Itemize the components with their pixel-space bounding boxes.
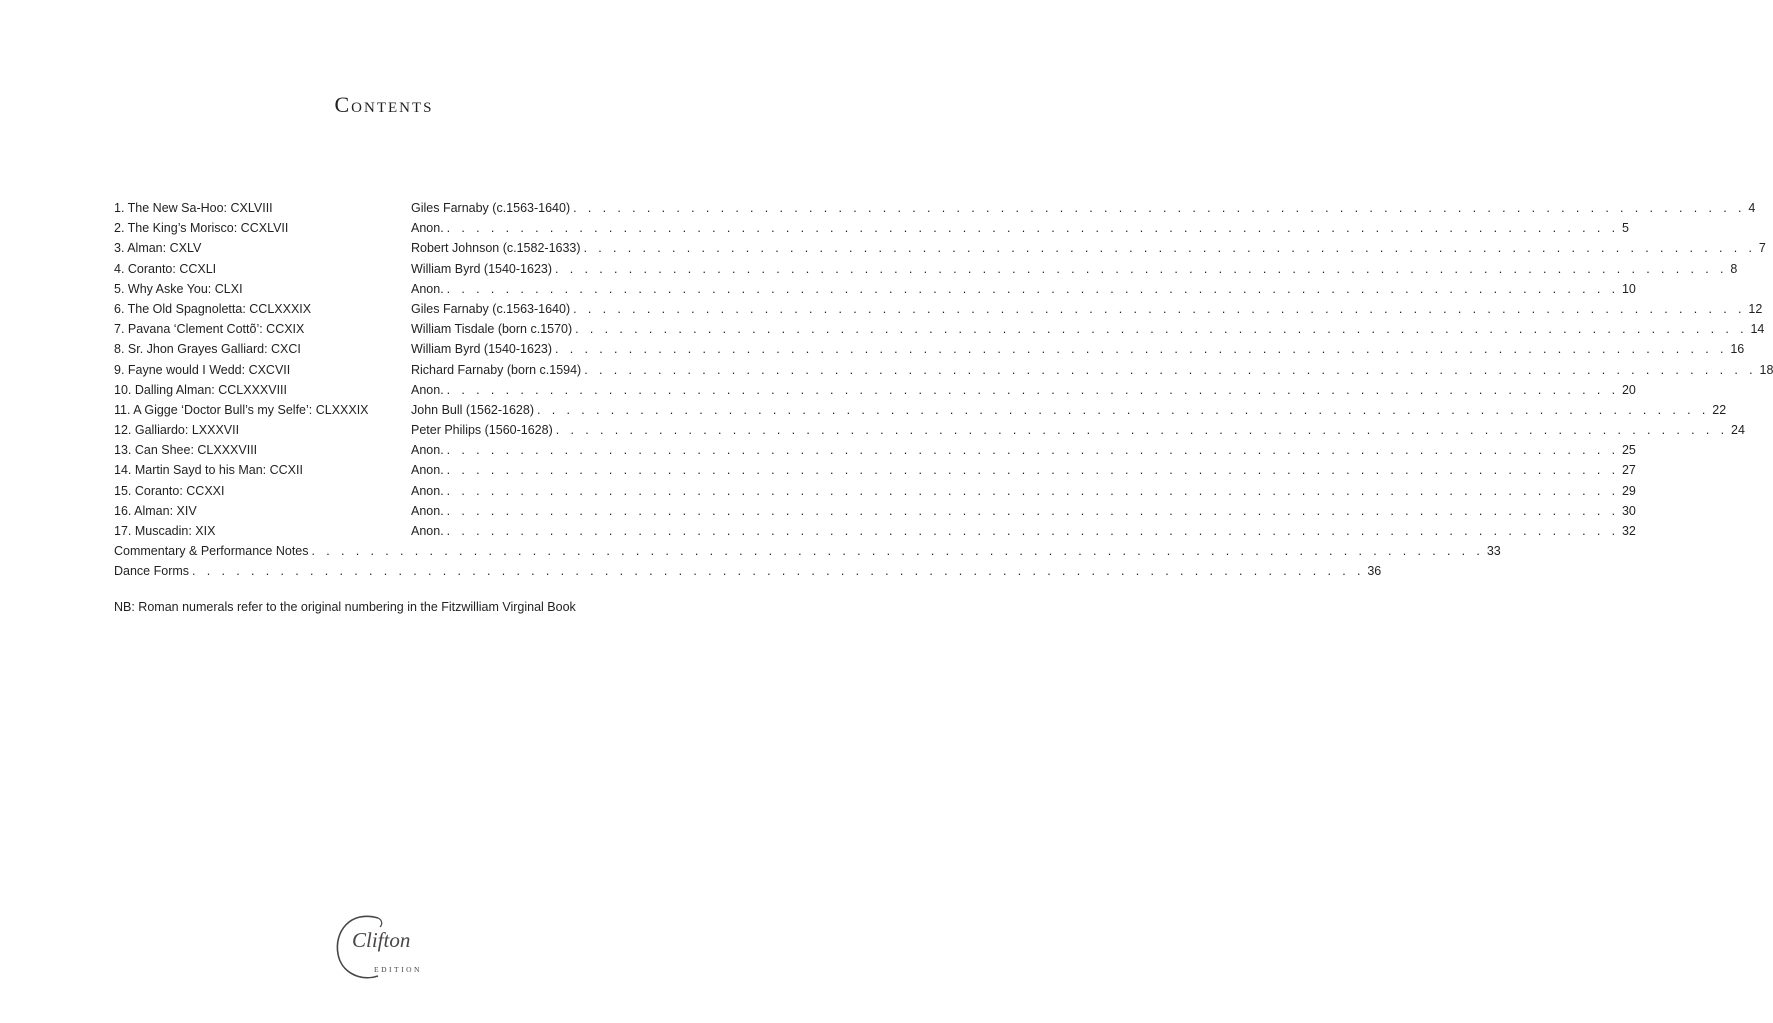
toc-row: [114, 259, 1738, 279]
toc-row: [114, 339, 1745, 359]
toc-title: 9. Fayne would I Wedd: CXCVII: [114, 362, 291, 377]
toc-title: 13. Can Shee: CLXXXVIII: [114, 443, 258, 458]
toc-row: [114, 521, 1636, 541]
toc-page-number: 18: [1759, 362, 1773, 377]
toc-title: Dance Forms: [114, 564, 190, 579]
dot-leader: . . . . . . . . . . . . . . . . . . . . . . . . . . . . . . . . . . . . . . . . . . . . . . . . . . . . . . . . . . . . . . . . . . . . . . . . . . . . . . . .: [573, 201, 1746, 215]
toc-row: [114, 279, 1636, 299]
toc-row: [114, 440, 1636, 460]
dot-leader: . . . . . . . . . . . . . . . . . . . . . . . . . . . . . . . . . . . . . . . . . . . . . . . . . . . . . . . . . . . . . . . . . . . . . . . . . . . . . . . .: [575, 322, 1748, 337]
toc-composer: Giles Farnaby (c.1563-1640): [411, 301, 571, 316]
toc-row: [114, 218, 1629, 238]
toc-row: [114, 238, 1766, 258]
dot-leader: . . . . . . . . . . . . . . . . . . . . . . . . . . . . . . . . . . . . . . . . . . . . . . . . . . . . . . . . . . . . . . . . . . . . . . . . . . . . . . . .: [446, 503, 1619, 518]
toc-title: 17. Muscadin: XIX: [114, 524, 216, 538]
toc-title: 2. The King’s Morisco: CCXLVII: [114, 221, 289, 236]
toc-row: [114, 198, 1756, 218]
toc-title: 12. Galliardo: LXXXVII: [114, 423, 240, 438]
toc-composer: Giles Farnaby (c.1563-1640): [411, 201, 571, 215]
dot-leader: . . . . . . . . . . . . . . . . . . . . . . . . . . . . . . . . . . . . . . . . . . . . . . . . . . . . . . . . . . . . . . . . . . . . . . . . . . . . . . . .: [573, 301, 1746, 316]
dot-leader: . . . . . . . . . . . . . . . . . . . . . . . . . . . . . . . . . . . . . . . . . . . . . . . . . . . . . . . . . . . . . . . . . . . . . . . . . . . . . . . .: [583, 241, 1756, 256]
toc-composer: John Bull (1562-1628): [411, 402, 534, 417]
dot-leader: . . . . . . . . . . . . . . . . . . . . . . . . . . . . . . . . . . . . . . . . . . . . . . . . . . . . . . . . . . . . . . . . . . . . . . . . . . . . . . . .: [446, 382, 1619, 397]
dot-leader: . . . . . . . . . . . . . . . . . . . . . . . . . . . . . . . . . . . . . . . . . . . . . . . . . . . . . . . . . . . . . . . . . . . . . . . . . . . . . . . .: [446, 463, 1619, 478]
toc-composer: Anon.: [411, 463, 444, 478]
dot-leader: . . . . . . . . . . . . . . . . . . . . . . . . . . . . . . . . . . . . . . . . . . . . . . . . . . . . . . . . . . . . . . . . . . . . . . . . . . . . . . . .: [192, 564, 1365, 579]
toc-composer: Anon.: [411, 281, 444, 296]
toc-page-number: 27: [1621, 463, 1636, 478]
toc-composer: Anon.: [411, 483, 444, 498]
toc-page-number: 22: [1712, 402, 1727, 417]
toc-page-number: 8: [1730, 261, 1738, 276]
toc-title: 4. Coranto: CCXLI: [114, 261, 217, 276]
toc-composer: Anon.: [411, 503, 444, 518]
page-title: Contents: [334, 92, 434, 117]
dot-leader: . . . . . . . . . . . . . . . . . . . . . . . . . . . . . . . . . . . . . . . . . . . . . . . . . . . . . . . . . . . . . . . . . . . . . . . . . . . . . . . .: [555, 342, 1728, 357]
publisher-logo: [330, 908, 440, 988]
dot-leader: . . . . . . . . . . . . . . . . . . . . . . . . . . . . . . . . . . . . . . . . . . . . . . . . . . . . . . . . . . . . . . . . . . . . . . . . . . . . . . . .: [555, 423, 1729, 438]
toc-title: 15. Coranto: CCXXI: [114, 483, 225, 498]
toc-title: 10. Dalling Alman: CCLXXXVIII: [114, 382, 287, 397]
toc-composer: William Tisdale (born c.1570): [411, 322, 573, 337]
toc-composer: Peter Philips (1560-1628): [411, 423, 553, 438]
dot-leader: . . . . . . . . . . . . . . . . . . . . . . . . . . . . . . . . . . . . . . . . . . . . . . . . . . . . . . . . . . . . . . . . . . . . . . . . . . . . . . . .: [537, 402, 1710, 417]
toc-title: 7. Pavana ‘Clement Cottõ’: CCXIX: [114, 322, 305, 337]
toc-page-number: 24: [1731, 423, 1745, 438]
toc-title: 14. Martin Sayd to his Man: CCXII: [114, 463, 303, 478]
toc-row: [114, 501, 1636, 521]
logo-subtitle: EDITION: [374, 965, 422, 974]
footnote: NB: Roman numerals refer to the original numbering in the Fitzwilliam Virginal Book: [114, 600, 576, 614]
toc-row: [114, 400, 1727, 420]
toc-title: 5. Why Aske You: CLXI: [114, 281, 243, 296]
toc-composer: William Byrd (1540-1623): [411, 342, 553, 357]
toc-title: 16. Alman: XIV: [114, 503, 197, 518]
dot-leader: . . . . . . . . . . . . . . . . . . . . . . . . . . . . . . . . . . . . . . . . . . . . . . . . . . . . . . . . . . . . . . . . . . . . . . . . . . . . . . . .: [311, 544, 1484, 559]
table-of-contents: [114, 198, 1773, 582]
toc-page-number: 16: [1730, 342, 1745, 357]
dot-leader: . . . . . . . . . . . . . . . . . . . . . . . . . . . . . . . . . . . . . . . . . . . . . . . . . . . . . . . . . . . . . . . . . . . . . . . . . . . . . . . .: [446, 281, 1619, 296]
toc-page-number: 30: [1621, 503, 1636, 518]
toc-row: [114, 561, 1382, 581]
toc-row: [114, 460, 1636, 480]
toc-composer: Anon.: [411, 443, 444, 458]
toc-composer: Anon.: [411, 382, 444, 397]
toc-page-number: 29: [1621, 483, 1636, 498]
toc-title: 6. The Old Spagnoletta: CCLXXXIX: [114, 301, 312, 316]
dot-leader: . . . . . . . . . . . . . . . . . . . . . . . . . . . . . . . . . . . . . . . . . . . . . . . . . . . . . . . . . . . . . . . . . . . . . . . . . . . . . . . .: [555, 261, 1728, 276]
toc-composer: William Byrd (1540-1623): [411, 261, 553, 276]
toc-composer: Anon.: [411, 221, 444, 236]
toc-row: [114, 360, 1773, 380]
toc-row: [114, 481, 1636, 501]
toc-title: 8. Sr. Jhon Grayes Galliard: CXCI: [114, 342, 301, 357]
toc-title: 1. The New Sa-Hoo: CXLVIII: [114, 201, 273, 215]
toc-composer: Anon.: [411, 524, 444, 538]
dot-leader: . . . . . . . . . . . . . . . . . . . . . . . . . . . . . . . . . . . . . . . . . . . . . . . . . . . . . . . . . . . . . . . . . . . . . . . . . . . . . . . .: [446, 524, 1619, 538]
toc-page-number: 7: [1758, 241, 1766, 256]
toc-composer: Richard Farnaby (born c.1594): [411, 362, 582, 377]
toc-page-number: 5: [1621, 221, 1629, 236]
toc-page-number: 36: [1367, 564, 1382, 579]
dot-leader: . . . . . . . . . . . . . . . . . . . . . . . . . . . . . . . . . . . . . . . . . . . . . . . . . . . . . . . . . . . . . . . . . . . . . . . . . . . . . . . .: [584, 362, 1757, 377]
toc-row: [114, 380, 1636, 400]
toc-title: 11. A Gigge ‘Doctor Bull’s my Selfe’: CLXXXIX: [114, 402, 369, 417]
toc-page-number: 32: [1621, 524, 1636, 538]
toc-row: [114, 299, 1763, 319]
dot-leader: . . . . . . . . . . . . . . . . . . . . . . . . . . . . . . . . . . . . . . . . . . . . . . . . . . . . . . . . . . . . . . . . . . . . . . . . . . . . . . . .: [446, 221, 1619, 236]
toc-page-number: 25: [1621, 443, 1636, 458]
toc-page-number: 10: [1621, 281, 1636, 296]
toc-page-number: 14: [1750, 322, 1765, 337]
toc-title: Commentary & Performance Notes: [114, 544, 309, 559]
dot-leader: . . . . . . . . . . . . . . . . . . . . . . . . . . . . . . . . . . . . . . . . . . . . . . . . . . . . . . . . . . . . . . . . . . . . . . . . . . . . . . . .: [446, 443, 1619, 458]
toc-composer: Robert Johnson (c.1582-1633): [411, 241, 581, 256]
toc-page-number: 33: [1486, 544, 1501, 559]
toc-row: [114, 420, 1745, 440]
toc-page-number: 4: [1748, 201, 1756, 215]
toc-page-number: 20: [1621, 382, 1636, 397]
toc-row: [114, 319, 1765, 339]
logo-wordmark: Clifton: [352, 928, 411, 952]
toc-page-number: 12: [1748, 301, 1763, 316]
dot-leader: . . . . . . . . . . . . . . . . . . . . . . . . . . . . . . . . . . . . . . . . . . . . . . . . . . . . . . . . . . . . . . . . . . . . . . . . . . . . . . . .: [446, 483, 1619, 498]
toc-title: 3. Alman: CXLV: [114, 241, 202, 256]
toc-row: [114, 541, 1501, 561]
